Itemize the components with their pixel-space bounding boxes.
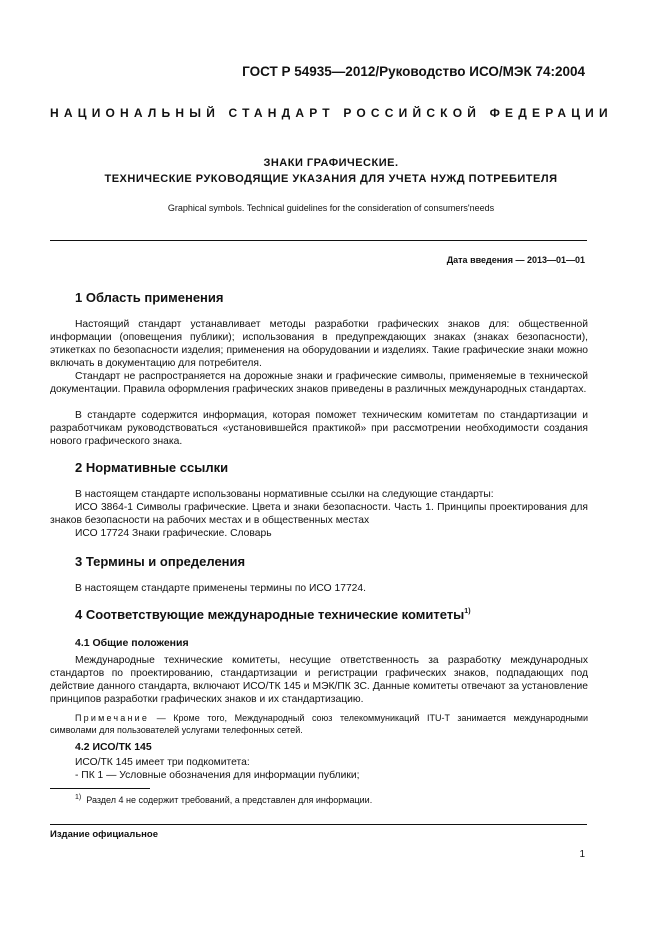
normative-reference-2: ИСО 17724 Знаки графические. Словарь bbox=[75, 528, 272, 539]
section-3-heading: 3 Термины и определения bbox=[75, 554, 246, 569]
standard-code: ГОСТ Р 54935—2012/Руководство ИСО/МЭК 74:2004 bbox=[242, 64, 585, 79]
note-text: — Кроме того, Международный союз телекоммуникаций ITU-T занимается международными символами для пользователей услугами телефонных сетей. bbox=[50, 713, 588, 735]
footnote-text: Раздел 4 не содержит требований, а представлен для информации. bbox=[86, 795, 373, 805]
note bbox=[50, 712, 588, 736]
subsection-4-1-text: Международные технические комитеты, несущие ответственность за разработку международных стандартов по проектированию, стандартизации и регистрации графических знаков, подпадающих под действие данного стандарта, включают ИСО/ТК 145 и МЭК/ПК 3С. Данные комитеты отвечают за установление принципов разработки графических знаков и их стандартизацию. bbox=[50, 655, 588, 705]
subcommittee-item-1: - ПК 1 — Условные обозначения для информации публики; bbox=[75, 770, 360, 781]
title-line-2: ТЕХНИЧЕСКИЕ РУКОВОДЯЩИЕ УКАЗАНИЯ ДЛЯ УЧЕТА НУЖД ПОТРЕБИТЕЛЯ bbox=[104, 173, 558, 185]
footer-rule bbox=[50, 824, 587, 825]
note-label: Примечание bbox=[75, 713, 150, 723]
english-title: Graphical symbols. Technical guidelines for the consideration of consumers'needs bbox=[167, 203, 495, 213]
title-rule bbox=[50, 240, 587, 241]
subsection-4-2-heading: 4.2 ИСО/ТК 145 bbox=[75, 741, 152, 753]
footnote bbox=[75, 794, 372, 805]
section-1-paragraph-3: В стандарте содержится информация, которая поможет техническим комитетам по стандартизации и разработчикам руководствоваться «установившейся практикой» при рассмотрении необходимости создания нового графического знака. bbox=[50, 410, 588, 447]
title-line-1: ЗНАКИ ГРАФИЧЕСКИЕ. bbox=[263, 157, 399, 169]
footnote-mark: 1) bbox=[75, 794, 82, 801]
introduction-date: Дата введения — 2013—01—01 bbox=[446, 255, 585, 265]
section-1-paragraph-2: Стандарт не распространяется на дорожные знаки и графические символы, применяемые в технической документации. Правила оформления графических знаков приведены в различных международных стандартах. bbox=[50, 371, 588, 395]
normative-reference-1: ИСО 3864-1 Символы графические. Цвета и знаки безопасности. Часть 1. Принципы проектирования для знаков безопасности на рабочих местах и в общественных местах bbox=[50, 502, 588, 526]
official-edition-label: Издание официальное bbox=[50, 829, 158, 840]
section-4-heading-text: 4 Соответствующие международные технические комитеты bbox=[75, 607, 465, 622]
section-4-heading bbox=[75, 607, 471, 622]
footnote-reference: 1) bbox=[464, 608, 471, 615]
section-2-intro: В настоящем стандарте использованы нормативные ссылки на следующие стандарты: bbox=[75, 489, 494, 500]
subsection-4-2-intro: ИСО/ТК 145 имеет три подкомитета: bbox=[75, 757, 250, 768]
subsection-4-1-heading: 4.1 Общие положения bbox=[75, 637, 189, 649]
page-number: 1 bbox=[579, 849, 585, 860]
section-1-paragraph-1: Настоящий стандарт устанавливает методы разработки графических знаков для: общественной информации (оповещения публики); использования в предупреждающих знаках (знаках безопасности), этикетках по безопасности изделия; применения на оборудовании и изделиях. Такие графические знаки можно включать в документацию для потребителя. bbox=[50, 319, 588, 369]
national-standard-banner: НАЦИОНАЛЬНЫЙ СТАНДАРТ РОССИЙСКОЙ ФЕДЕРАЦИИ bbox=[50, 106, 613, 120]
section-3-text: В настоящем стандарте применены термины по ИСО 17724. bbox=[75, 583, 366, 594]
section-2-heading: 2 Нормативные ссылки bbox=[75, 460, 229, 475]
section-1-heading: 1 Область применения bbox=[75, 290, 224, 305]
footnote-rule bbox=[50, 788, 150, 789]
